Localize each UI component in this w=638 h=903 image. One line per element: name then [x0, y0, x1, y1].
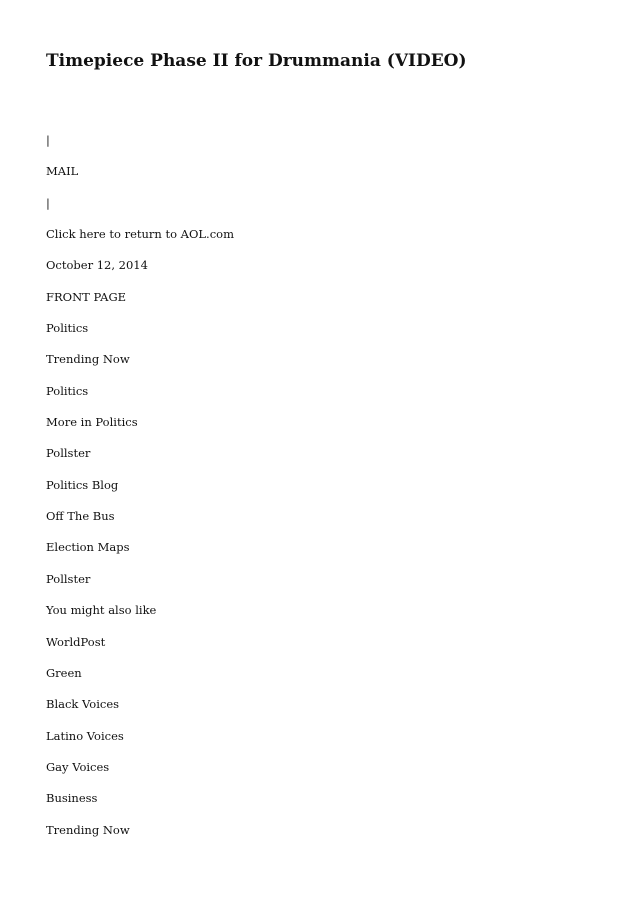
separator-text: |	[46, 195, 50, 210]
business-link[interactable]: Business	[46, 791, 98, 806]
worldpost-link[interactable]: WorldPost	[46, 634, 106, 649]
election-maps-link[interactable]: Election Maps	[46, 540, 130, 555]
politics-link[interactable]: Politics	[46, 383, 89, 398]
trending-now-heading: Trending Now	[46, 352, 130, 367]
pollster-link[interactable]: Pollster	[46, 446, 91, 461]
off-the-bus-link[interactable]: Off The Bus	[46, 509, 115, 524]
black-voices-link[interactable]: Black Voices	[46, 697, 120, 712]
date-text: October 12, 2014	[46, 258, 148, 273]
latino-voices-link[interactable]: Latino Voices	[46, 728, 124, 743]
politics-link[interactable]: Politics	[46, 321, 89, 336]
mail-link[interactable]: MAIL	[46, 164, 79, 179]
pollster-link[interactable]: Pollster	[46, 571, 91, 586]
text-lines	[46, 132, 234, 853]
gay-voices-link[interactable]: Gay Voices	[46, 759, 110, 774]
separator-text: |	[46, 133, 50, 147]
trending-now-heading: Trending Now	[46, 822, 130, 837]
you-might-also-like-heading: You might also like	[46, 603, 157, 618]
page-title: Timepiece Phase II for Drummania (VIDEO)	[46, 51, 467, 71]
politics-blog-link[interactable]: Politics Blog	[46, 477, 119, 492]
front-page-link[interactable]: FRONT PAGE	[46, 289, 127, 304]
more-in-politics-heading: More in Politics	[46, 415, 138, 430]
return-to-aol-link[interactable]: Click here to return to AOL.com	[46, 227, 234, 242]
green-link[interactable]: Green	[46, 665, 82, 680]
